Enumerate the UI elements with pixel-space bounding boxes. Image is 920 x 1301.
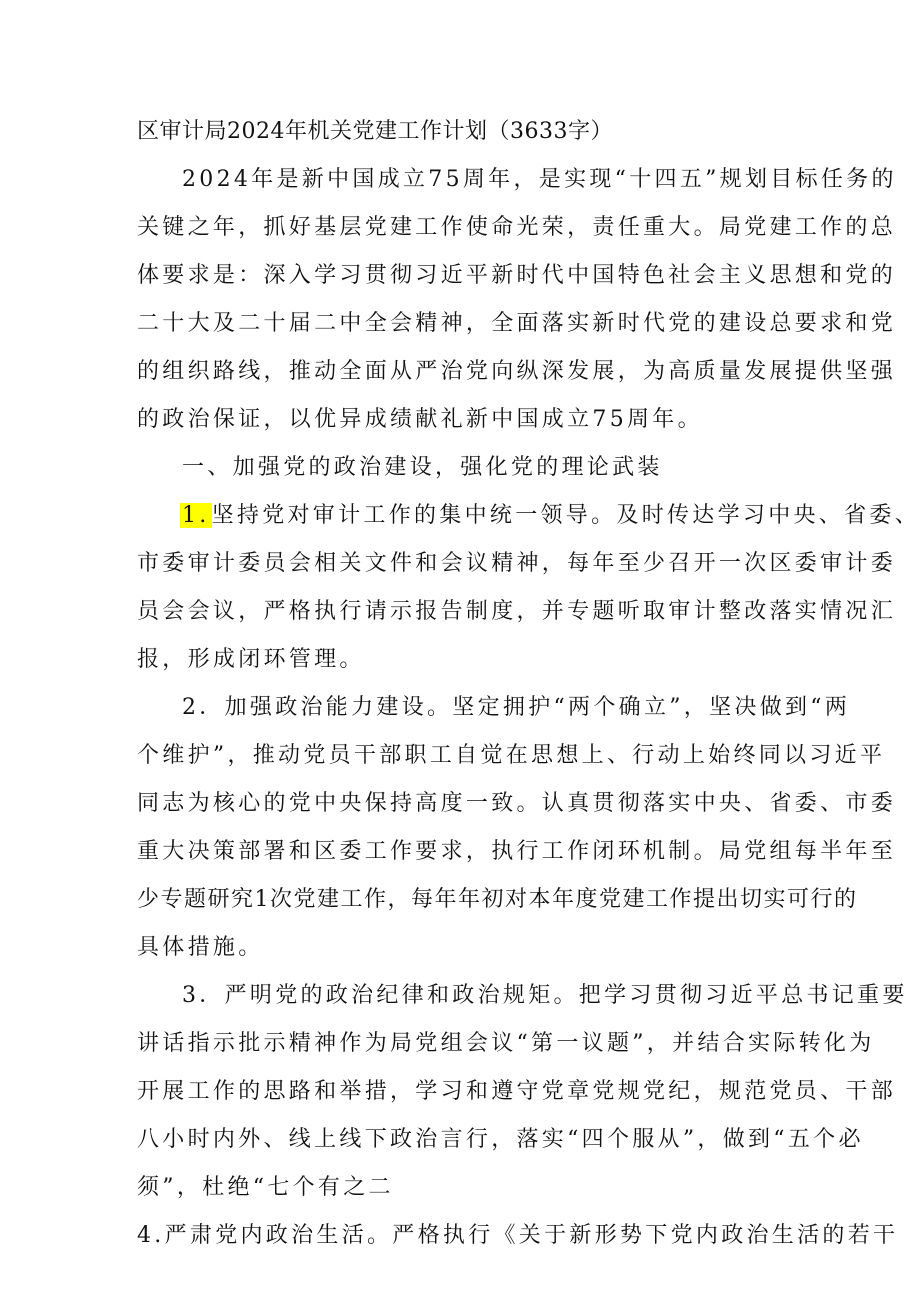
document-title: 区审计局2024年机关党建工作计划（3633字） bbox=[137, 119, 613, 144]
paragraph-line: 市委审计委员会相关文件和会议精神，每年至少召开一次区委审计委 bbox=[137, 551, 897, 576]
paragraph-line: 八小时内外、线上线下政治言行，落实“四个服从”，做到“五个必 bbox=[137, 1127, 864, 1152]
numbered-item-line: 2．加强政治能力建设。坚定拥护“两个确立”，坚决做到“两 bbox=[182, 695, 851, 720]
paragraph-line: 报，形成闭环管理。 bbox=[137, 647, 365, 672]
paragraph-line: 关键之年，抓好基层党建工作使命光荣，责任重大。局党建工作的总 bbox=[137, 215, 897, 240]
paragraph-line: 讲话指示批示精神作为局党组会议“第一议题”，并结合实际转化为 bbox=[137, 1031, 875, 1056]
numbered-item-line: 3．严明党的政治纪律和政治规矩。把学习贯彻习近平总书记重要 bbox=[182, 983, 908, 1008]
numbered-item-line bbox=[180, 501, 920, 531]
paragraph-line: 二十大及二十届二中全会精神，全面落实新时代党的建设总要求和党 bbox=[137, 311, 897, 336]
paragraph-line: 具体措施。 bbox=[137, 935, 264, 960]
paragraph-line: 员会会议，严格执行请示报告制度，并专题听取审计整改落实情况汇 bbox=[137, 599, 897, 624]
highlighted-item-number: 1. bbox=[182, 503, 210, 528]
paragraph-line: 体要求是：深入学习贯彻习近平新时代中国特色社会主义思想和党的 bbox=[137, 263, 897, 288]
paragraph-line: 个维护”，推动党员干部职工自觉在思想上、行动上始终同以习近平 bbox=[137, 743, 886, 768]
paragraph-line: 开展工作的思路和举措，学习和遵守党章党规党纪，规范党员、干部 bbox=[137, 1079, 897, 1104]
paragraph-line: 2024年是新中国成立75周年，是实现“十四五”规划目标任务的 bbox=[182, 167, 897, 192]
section-heading: 一、加强党的政治建设，强化党的理论武装 bbox=[182, 455, 663, 480]
paragraph-line: 重大决策部署和区委工作要求，执行工作闭环机制。局党组每半年至 bbox=[137, 839, 897, 864]
paragraph-line: 的组织路线，推动全面从严治党向纵深发展，为高质量发展提供坚强 bbox=[137, 359, 897, 384]
numbered-item-line: 4.严肃党内政治生活。严格执行《关于新形势下党内政治生活的若干 bbox=[137, 1223, 899, 1248]
paragraph-line: 少专题研究1次党建工作，每年年初对本年度党建工作提出切实可行的 bbox=[137, 887, 858, 912]
paragraph-line: 同志为核心的党中央保持高度一致。认真贯彻落实中央、省委、市委 bbox=[137, 791, 897, 816]
paragraph-line: 须”，杜绝“七个有之二 bbox=[137, 1175, 394, 1200]
paragraph-line: 的政治保证，以优异成绩献礼新中国成立75周年。 bbox=[137, 407, 703, 432]
item-text: 坚持党对审计工作的集中统一领导。及时传达学习中央、省委、 bbox=[211, 503, 920, 528]
